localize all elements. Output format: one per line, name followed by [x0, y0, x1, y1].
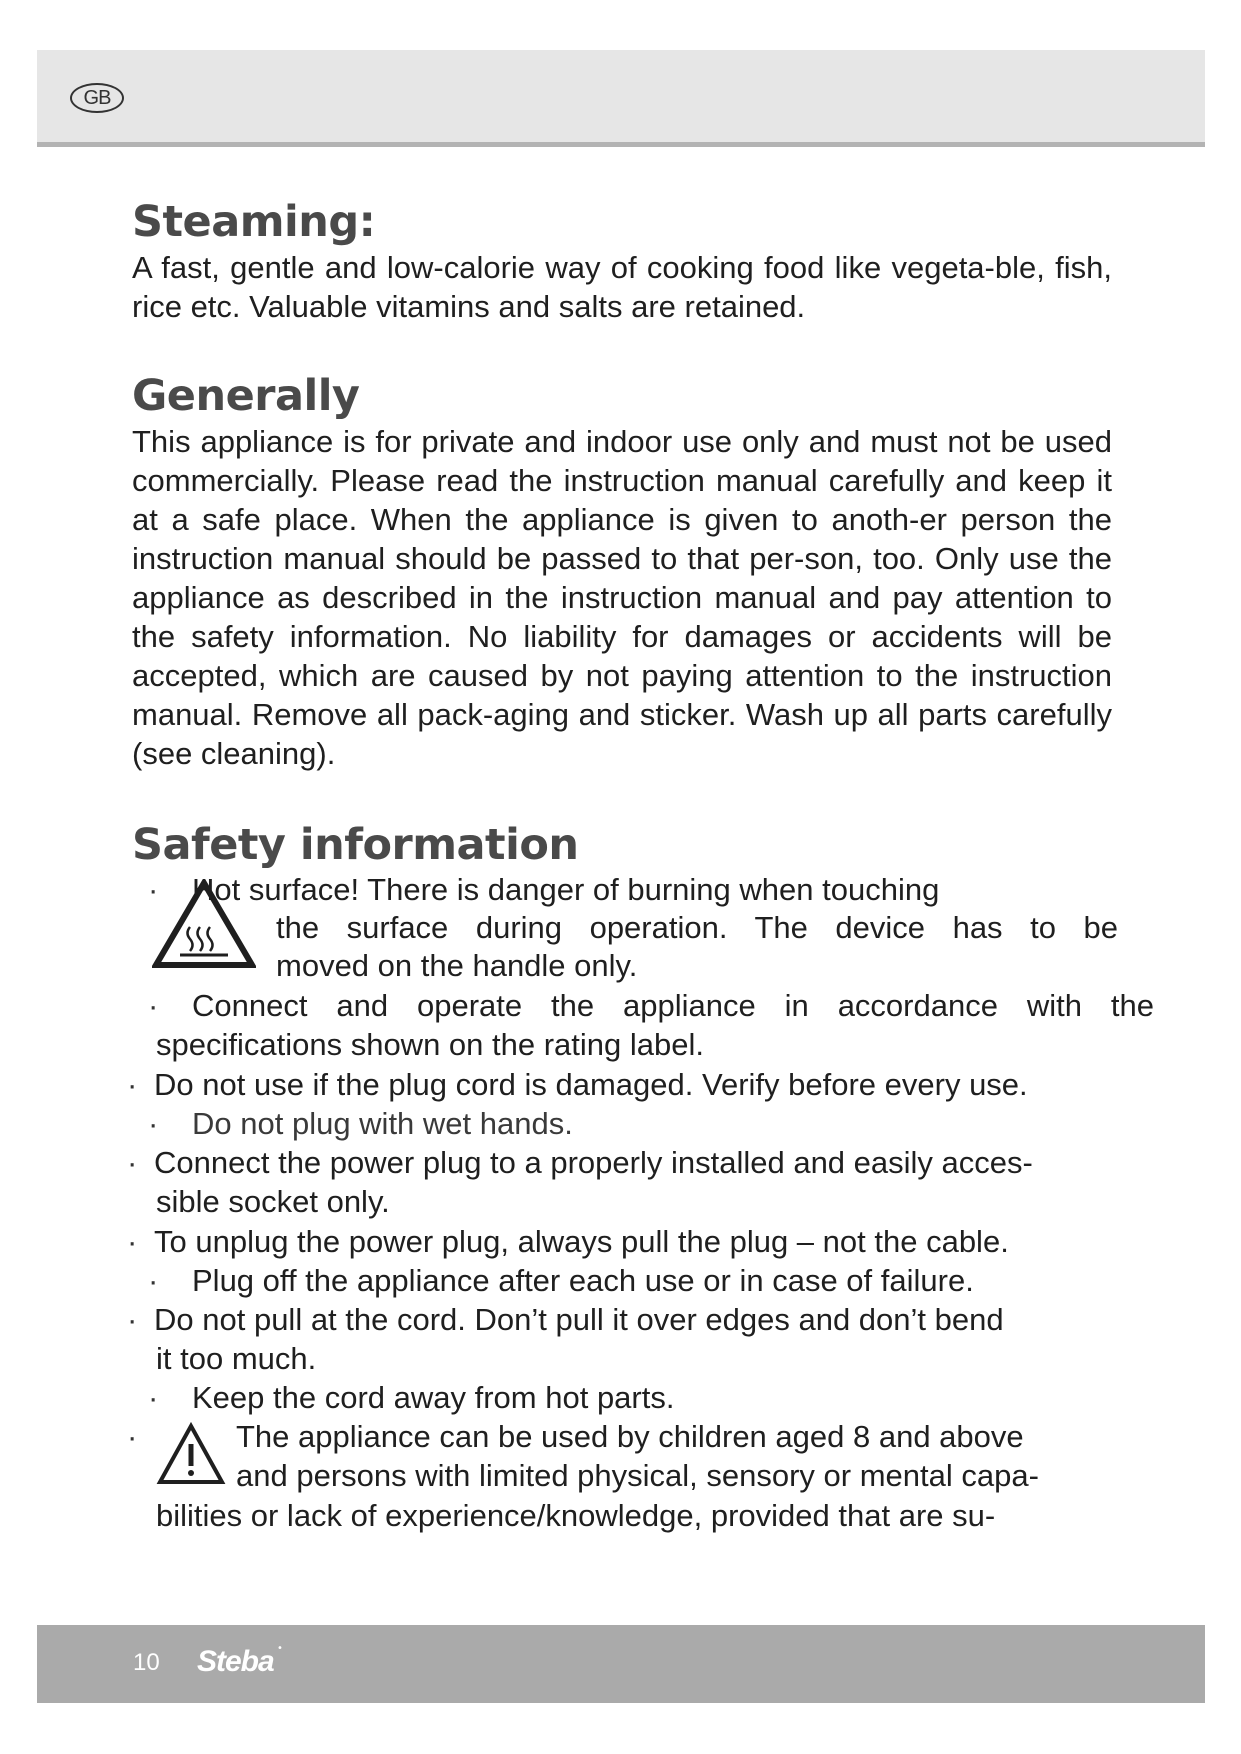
safety-item-line: Hot surface! There is danger of burning when touching: [192, 872, 940, 907]
steaming-heading: Steaming:: [132, 197, 376, 247]
safety-item-cord-pull: · Do not pull at the cord. Don’t pull it over edges and don’t bend it too much.: [132, 1301, 1152, 1379]
caution-warning-icon: [156, 1422, 226, 1486]
safety-item-line: Connect and operate the appliance in accordance with the: [192, 988, 1154, 1023]
safety-item-line: the surface during operation. The device has to be: [276, 910, 1118, 945]
safety-item-rating: · Connect and operate the appliance in accordance with the specifications shown on the rating label.: [132, 987, 1152, 1066]
generally-text: This appliance is for private and indoor use only and must not be used commercially. Please read the instruction manual carefully and keep it at a safe place. When the appliance is given to anoth-er person the instruction manual should be passed to that per-son, too. Only use the appliance as described in the instruction manual and pay attention to the safety information. No liability for damages or accidents will be accepted, which are caused by not paying attention to the instruction manual. Remove all pack-aging and sticker. Wash up all parts carefully (see cleaning).: [132, 424, 1112, 771]
safety-item-line: and persons with limited physical, sensory or mental capa-: [236, 1458, 1039, 1493]
safety-item-unplug: · To unplug the power plug, always pull the plug – not the cable.: [132, 1223, 1152, 1262]
safety-item-line: To unplug the power plug, always pull the plug – not the cable.: [154, 1224, 1009, 1259]
header-bar: [37, 50, 1205, 147]
registered-mark: •: [277, 1643, 283, 1654]
safety-list: [127, 871, 1154, 1538]
safety-item-line: moved on the handle only.: [276, 948, 638, 983]
safety-item-line: Plug off the appliance after each use or in case of failure.: [192, 1263, 974, 1298]
safety-item-damaged-cord: · Do not use if the plug cord is damaged. Verify before every use.: [132, 1066, 1152, 1105]
safety-item-line: Do not use if the plug cord is damaged. Verify before every use.: [154, 1067, 1028, 1102]
steaming-text: A fast, gentle and low-calorie way of cooking food like vegeta-ble, fish, rice etc. Valuable vitamins and salts are retained.: [132, 250, 1112, 324]
safety-item-line: Do not pull at the cord. Don’t pull it over edges and don’t bend: [154, 1302, 1004, 1337]
safety-item-hot-surface: · Hot surface! There is danger of burning when touching the surface during operation. The device has to be moved on the handle only.: [132, 871, 1152, 987]
safety-item-line: Keep the cord away from hot parts.: [192, 1380, 675, 1415]
safety-item-line: sible socket only.: [156, 1184, 390, 1219]
generally-heading: Generally: [132, 371, 360, 421]
safety-item-line: Do not plug with wet hands.: [192, 1106, 573, 1141]
page-content: [127, 196, 1154, 1538]
page-number: 10: [133, 1649, 160, 1676]
safety-item-line: specifications shown on the rating label.: [156, 1027, 704, 1062]
safety-item-socket: · Connect the power plug to a properly installed and easily acces- sible socket only.: [132, 1144, 1152, 1223]
footer-bar: [37, 1625, 1205, 1703]
safety-item-wet-hands: · Do not plug with wet hands.: [132, 1105, 1152, 1144]
safety-item-plug-off: · Plug off the appliance after each use or in case of failure.: [132, 1262, 1152, 1301]
language-badge: GB: [70, 83, 124, 113]
safety-item-children: · The appliance can be used by children aged 8 and above and persons with limited physical, sensory or mental capa- bilities or lack of experience/knowledge, provided that are su-: [132, 1418, 1152, 1538]
safety-item-line: it too much.: [156, 1341, 317, 1376]
brand-logo: Steba: [197, 1645, 274, 1678]
safety-item-line: bilities or lack of experience/knowledge, provided that are su-: [156, 1498, 996, 1533]
safety-item-line: Connect the power plug to a properly installed and easily acces-: [154, 1145, 1033, 1180]
safety-heading: Safety information: [132, 820, 579, 870]
safety-item-hot-parts: · Keep the cord away from hot parts.: [132, 1379, 1152, 1418]
safety-item-line: The appliance can be used by children aged 8 and above: [236, 1419, 1024, 1454]
